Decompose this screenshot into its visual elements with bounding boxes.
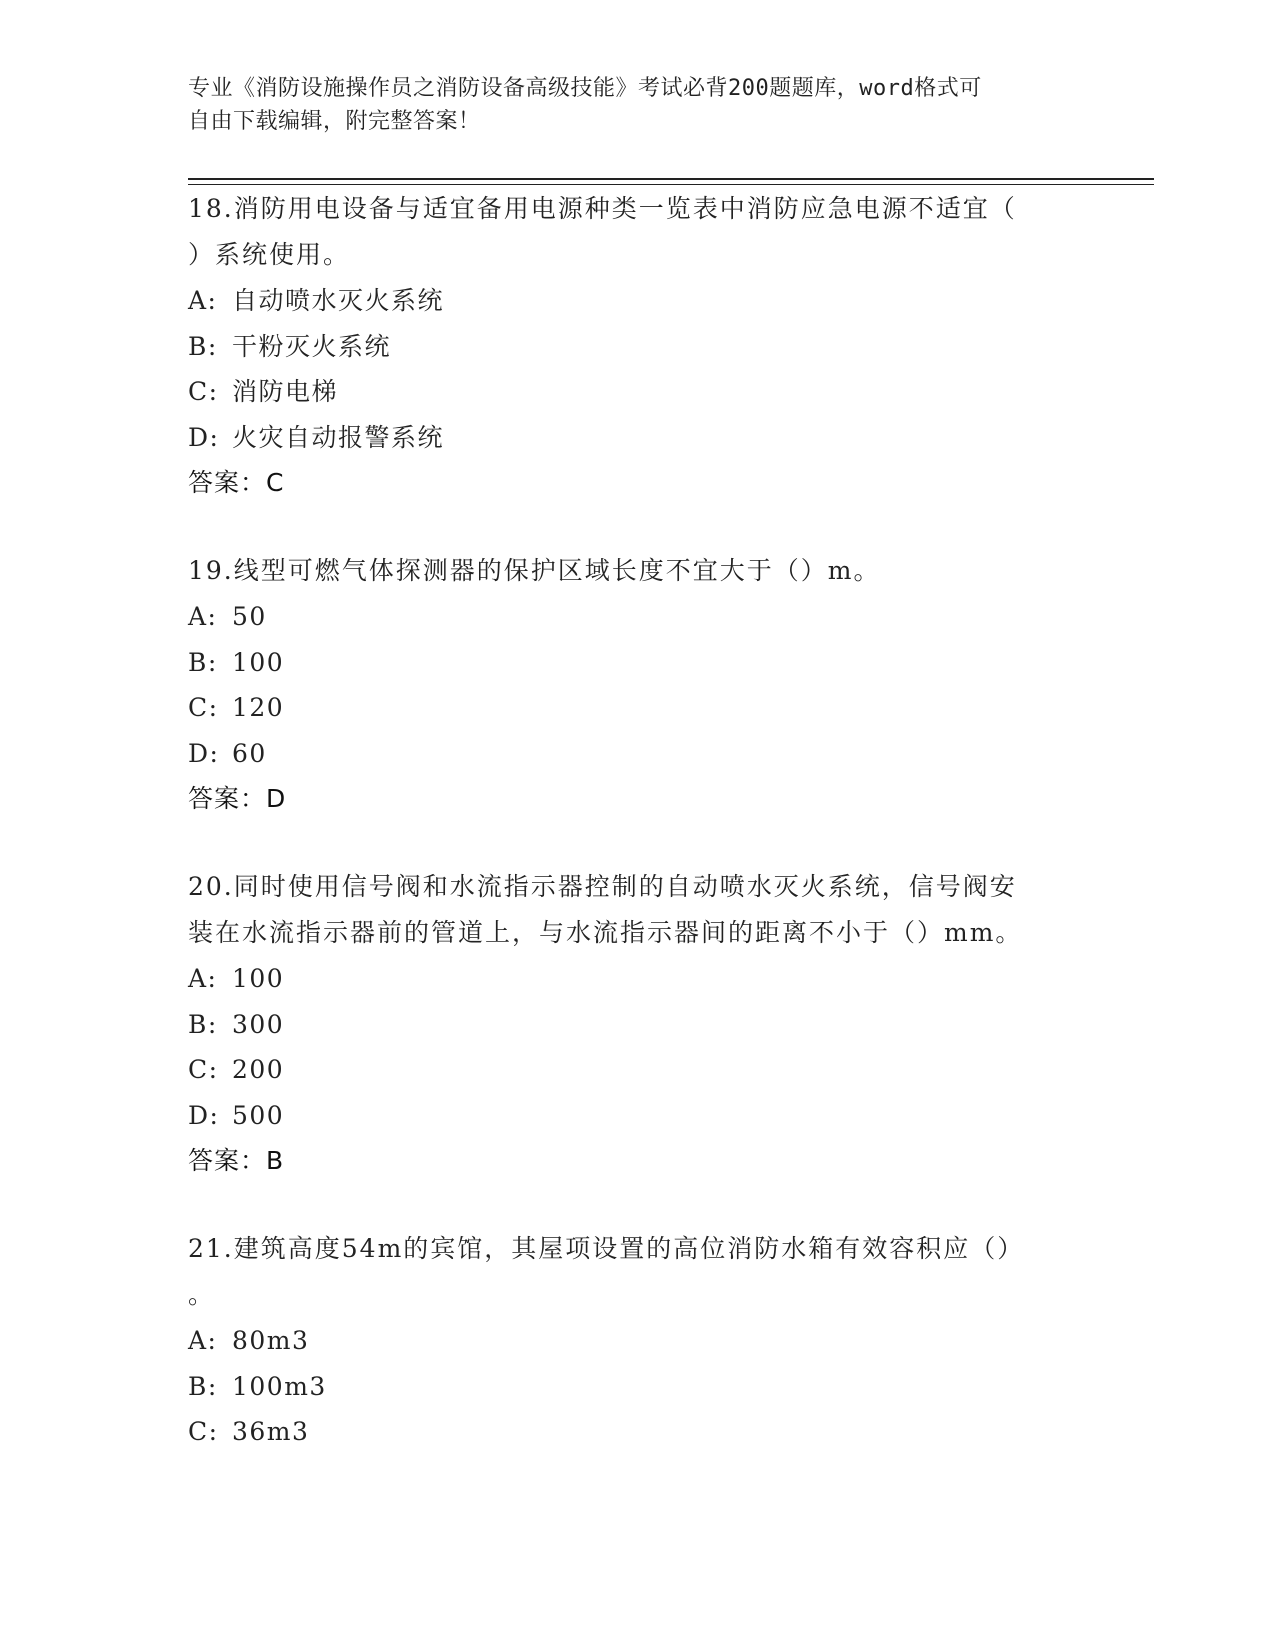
- option-label: D:: [188, 422, 220, 452]
- option-text: 干粉灭火系统: [232, 331, 392, 361]
- question-19: [188, 548, 1088, 822]
- option-b: [188, 1002, 1088, 1048]
- option-text: 120: [232, 693, 285, 722]
- option-label: D:: [188, 1100, 220, 1130]
- option-b: [188, 640, 1088, 686]
- option-text: 200: [232, 1055, 285, 1084]
- option-text: 100m3: [232, 1371, 327, 1401]
- option-c: [188, 369, 1088, 415]
- option-a: [188, 1318, 1088, 1364]
- option-text: 50: [232, 602, 267, 631]
- option-text: 火灾自动报警系统: [232, 422, 445, 452]
- option-label: C:: [188, 1417, 219, 1446]
- option-a: [188, 956, 1088, 1002]
- option-label: B:: [188, 331, 218, 361]
- option-a: [188, 594, 1088, 640]
- option-text: 300: [232, 1009, 285, 1039]
- option-label: A:: [188, 286, 218, 315]
- option-text: 60: [232, 738, 267, 768]
- question-stem-line: 19.线型可燃气体探测器的保护区域长度不宜大于（）m。: [188, 556, 881, 585]
- option-d: [188, 415, 1088, 461]
- option-text: 80m3: [232, 1326, 310, 1355]
- option-b: [188, 324, 1088, 370]
- option-c: [188, 1409, 1088, 1455]
- option-c: [188, 1047, 1088, 1093]
- option-text: 消防电梯: [232, 377, 339, 406]
- option-text: 100: [232, 647, 285, 677]
- header-line-2: 自由下载编辑，附完整答案！: [188, 109, 481, 134]
- question-list: [188, 186, 1088, 1497]
- question-stem-line: 20.同时使用信号阀和水流指示器控制的自动喷水灭火系统，信号阀安: [188, 872, 1017, 901]
- option-text: 36m3: [232, 1417, 310, 1446]
- answer-line: 答案：D: [188, 784, 287, 813]
- option-label: A:: [188, 1326, 218, 1355]
- answer-line: 答案：B: [188, 1146, 285, 1175]
- option-label: D:: [188, 738, 220, 768]
- question-21: [188, 1226, 1088, 1455]
- option-label: B:: [188, 1371, 218, 1401]
- option-c: [188, 685, 1088, 731]
- option-d: [188, 731, 1088, 777]
- header-divider-thick: [188, 178, 1154, 180]
- option-label: A:: [188, 602, 218, 631]
- header-divider-thin: [188, 184, 1154, 185]
- question-stem-line: 。: [188, 1280, 216, 1309]
- option-label: C:: [188, 377, 219, 406]
- option-label: B:: [188, 1009, 218, 1039]
- question-stem-line: 装在水流指示器前的管道上，与水流指示器间的距离不小于（）mm。: [188, 918, 1023, 947]
- header-line-1: 专业《消防设施操作员之消防设备高级技能》考试必背200题题库，word格式可: [188, 76, 982, 101]
- option-d: [188, 1093, 1088, 1139]
- option-label: C:: [188, 693, 219, 722]
- option-label: A:: [188, 964, 218, 993]
- option-a: [188, 278, 1088, 324]
- option-label: C:: [188, 1055, 219, 1084]
- option-text: 100: [232, 964, 285, 993]
- option-text: 自动喷水灭火系统: [232, 286, 445, 315]
- answer-line: 答案：C: [188, 468, 285, 497]
- question-18: [188, 186, 1088, 506]
- option-text: 500: [232, 1100, 285, 1130]
- question-stem-line: ）系统使用。: [188, 240, 351, 269]
- question-20: [188, 864, 1088, 1184]
- document-header: [188, 72, 1068, 138]
- question-stem-line: 21.建筑高度54m的宾馆，其屋项设置的高位消防水箱有效容积应（）: [188, 1234, 1025, 1263]
- question-stem-line: 18.消防用电设备与适宜备用电源种类一览表中消防应急电源不适宜（: [188, 194, 1017, 223]
- option-b: [188, 1364, 1088, 1410]
- option-label: B:: [188, 647, 218, 677]
